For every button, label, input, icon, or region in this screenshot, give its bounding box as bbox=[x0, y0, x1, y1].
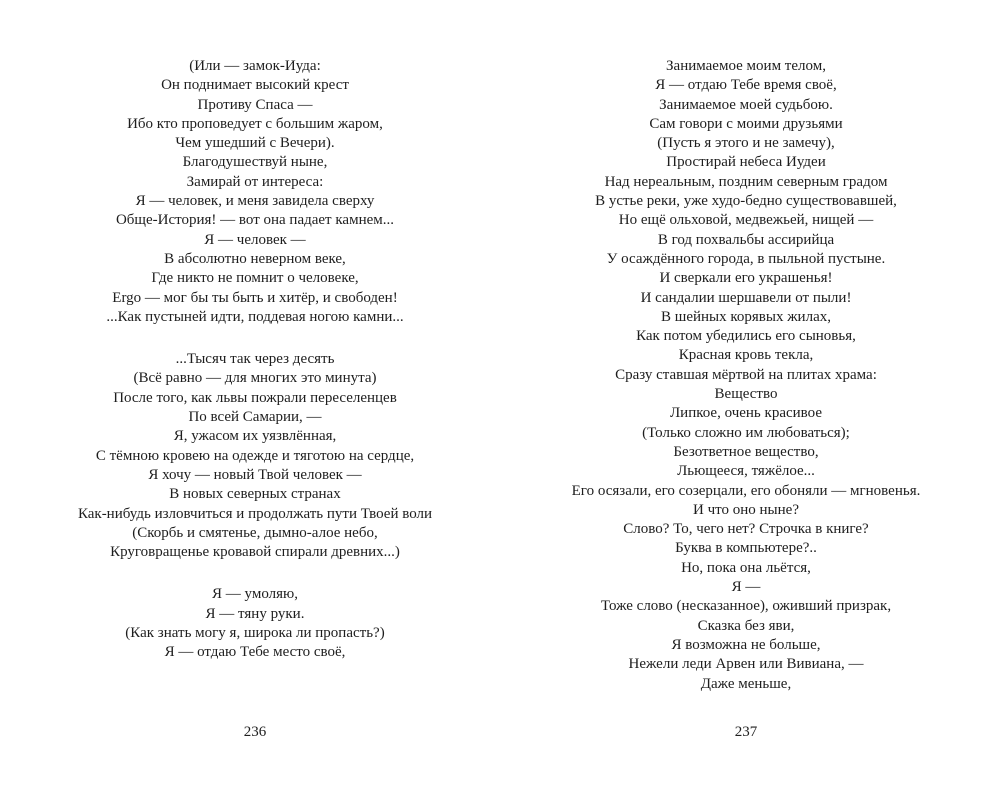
verse-line: И сандалии шершавели от пыли! bbox=[640, 289, 852, 306]
verse-line: И что оно ныне? bbox=[693, 501, 799, 518]
verse-line: (Всё равно — для многих это минута) bbox=[133, 370, 377, 387]
stanza bbox=[15, 585, 495, 662]
verse-line: В устье реки, уже худо-бедно существовавшей, bbox=[595, 193, 897, 210]
verse-line: Я — человек, и меня завидела сверху bbox=[135, 193, 375, 210]
verse-line: Льющееся, тяжёлое... bbox=[677, 463, 815, 480]
verse-line: Где никто не помнит о человеке, bbox=[151, 270, 359, 287]
verse-line: Занимаемое моей судьбою. bbox=[659, 96, 833, 113]
verse-line: Нежели леди Арвен или Вивиана, — bbox=[628, 656, 864, 673]
verse-line: Я возможна не больше, bbox=[671, 636, 821, 653]
verse-line: В год похвальбы ассирийца bbox=[657, 231, 835, 248]
verse-line: Я, ужасом их уязвлённая, bbox=[173, 428, 337, 445]
verse-line: После того, как львы пожрали переселенцев bbox=[113, 389, 397, 406]
verse-line: Я — тяну руки. bbox=[205, 605, 305, 622]
stanza bbox=[15, 57, 495, 327]
verse-line: (Как знать могу я, широка ли пропасть?) bbox=[125, 625, 385, 642]
stanza bbox=[506, 57, 986, 694]
verse-line: Липкое, очень красивое bbox=[670, 405, 822, 422]
verse-line: Я — человек — bbox=[204, 231, 306, 248]
verse-line: (Или — замок-Иуда: bbox=[189, 58, 321, 74]
verse-line: С тёмною кровею на одежде и тяготою на сердце, bbox=[95, 447, 415, 464]
verse-line: Красная кровь текла, bbox=[678, 347, 814, 364]
verse-line: Слово? То, чего нет? Строчка в книге? bbox=[623, 521, 869, 538]
verse-line: В шейных корявых жилах, bbox=[661, 308, 831, 325]
verse-line: (Скорбь и смятенье, дымно-алое небо, bbox=[132, 524, 378, 541]
verse-line: И сверкали его украшенья! bbox=[659, 270, 833, 287]
verse-line: Круговращенье кровавой спирали древних...) bbox=[110, 544, 400, 561]
verse-line: Благодушествуй ныне, bbox=[182, 154, 328, 171]
verse-line: В новых северных странах bbox=[169, 486, 341, 503]
verse-line: Даже меньше, bbox=[700, 675, 792, 692]
verse-line: У осаждённого города, в пыльной пустыне. bbox=[606, 250, 886, 267]
verse-line: ...Тысяч так через десять bbox=[175, 351, 335, 368]
verse-line: Сразу ставшая мёртвой на плитах храма: bbox=[615, 366, 877, 383]
verse-line: Я — bbox=[731, 579, 761, 596]
verse-line: Вещество bbox=[714, 386, 778, 403]
verse-line: Буква в компьютере?.. bbox=[675, 540, 817, 557]
verse-line: Но ещё ольховой, медвежьей, нищей — bbox=[618, 212, 874, 229]
right-page-text bbox=[506, 57, 986, 717]
verse-line: По всей Самарии, — bbox=[188, 409, 322, 426]
right-page-number: 237 bbox=[734, 724, 758, 740]
left-page-text bbox=[15, 57, 495, 686]
verse-line: Ergo — мог бы ты быть и хитёр, и свободен! bbox=[112, 289, 398, 306]
verse-line: Простирай небеса Иудеи bbox=[666, 154, 826, 171]
left-page-number: 236 bbox=[243, 724, 267, 740]
verse-line: (Пусть я этого и не замечу), bbox=[657, 135, 835, 152]
verse-line: Он поднимает высокий крест bbox=[161, 77, 349, 94]
verse-line: Противу Спаса — bbox=[197, 96, 313, 113]
verse-line: (Только сложно им любоваться); bbox=[642, 424, 850, 441]
verse-line: Я — умоляю, bbox=[212, 586, 298, 603]
verse-line: Сам говори с моими друзьями bbox=[649, 115, 843, 132]
verse-line: Я — отдаю Тебе место своё, bbox=[164, 644, 346, 661]
verse-line: Как потом убедились его сыновья, bbox=[636, 328, 856, 345]
verse-line: Занимаемое моим телом, bbox=[666, 58, 826, 74]
stanza bbox=[15, 350, 495, 562]
verse-line: Я хочу — новый Твой человек — bbox=[148, 466, 362, 483]
verse-line: Его осязали, его созерцали, его обоняли — мгновенья. bbox=[571, 482, 921, 499]
verse-line: В абсолютно неверном веке, bbox=[164, 250, 346, 267]
verse-line: Сказка без яви, bbox=[697, 617, 795, 634]
verse-line: ...Как пустыней идти, поддевая ногою камни... bbox=[106, 308, 404, 325]
verse-line: Ибо кто проповедует с большим жаром, bbox=[127, 115, 383, 132]
verse-line: Замирай от интереса: bbox=[186, 173, 324, 190]
verse-line: Как-нибудь изловчиться и продолжать пути Твоей воли bbox=[77, 505, 433, 522]
verse-line: Я — отдаю Тебе время своё, bbox=[655, 77, 837, 94]
verse-line: Тоже слово (несказанное), оживший призрак, bbox=[600, 598, 892, 615]
verse-line: Безответное вещество, bbox=[673, 443, 819, 460]
verse-line: Над нереальным, поздним северным градом bbox=[604, 173, 888, 190]
verse-line: Чем ушедший с Вечери). bbox=[175, 135, 335, 152]
verse-line: Но, пока она льётся, bbox=[681, 559, 811, 576]
verse-line: Обще-История! — вот она падает камнем... bbox=[115, 212, 395, 229]
